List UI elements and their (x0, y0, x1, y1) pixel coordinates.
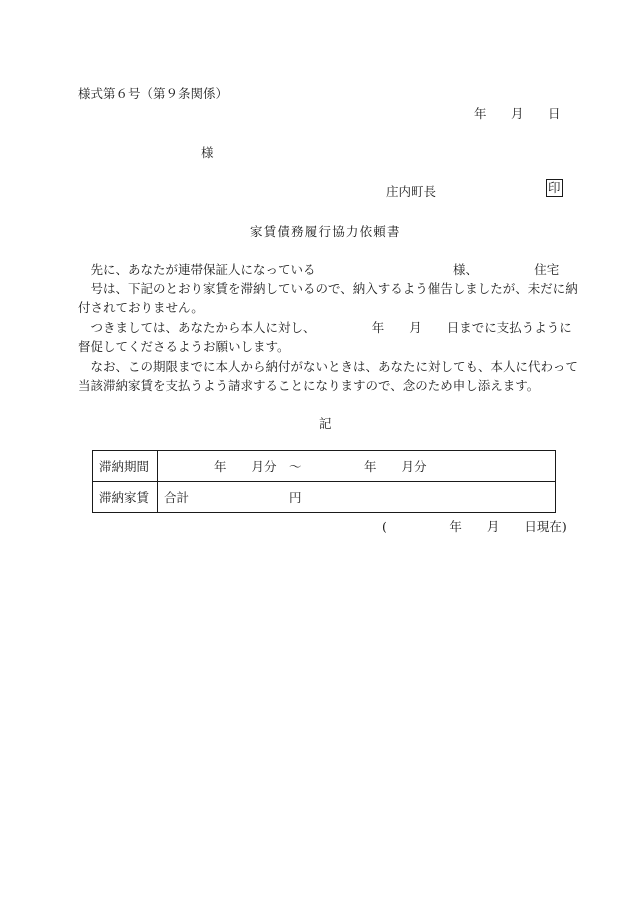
arrears-table (92, 450, 556, 513)
body-line-6: なお、この期限までに本人から納付がないときは、あなたに対しても、本人に代わって (78, 359, 578, 374)
body-line-3: 付されておりません。 (78, 300, 204, 315)
body-line-2: 号は、下記のとおり家賃を滞納しているので、納入するよう催告しましたが、未だに納 (78, 281, 578, 296)
body-line-1: 先に、あなたが連帯保証人になっている 様、 住宅 (78, 262, 560, 277)
addressee-honorific: 様 (201, 145, 214, 160)
table-row (93, 482, 556, 513)
arrears-period-value: 年 月分 ～ 年 月分 (158, 451, 556, 482)
date-year-label: 年 (474, 106, 487, 121)
form-number: 様式第６号（第９条関係） (78, 86, 229, 101)
arrears-rent-label: 滞納家賃 (93, 482, 158, 513)
body-line-5: 督促してくださるようお願いします。 (78, 339, 290, 354)
seal-mark: 印 (548, 180, 561, 195)
date-month-label: 月 (511, 106, 524, 121)
table-row (93, 451, 556, 482)
date-day-label: 日 (548, 106, 561, 121)
arrears-rent-value: 合計 円 (158, 482, 556, 513)
as-of-date-note: ( 年 月 日現在) (382, 519, 567, 534)
arrears-period-label: 滞納期間 (93, 451, 158, 482)
body-line-7: 当該滞納家賃を支払うよう請求することになりますので、念のため申し添えます。 (78, 378, 540, 393)
document-title: 家賃債務履行協力依頼書 (250, 224, 401, 239)
body-line-4: つきましては、あなたから本人に対し、 年 月 日までに支払うように (78, 320, 572, 335)
ki-heading: 記 (319, 416, 332, 431)
issuer-name: 庄内町長 (386, 184, 437, 199)
